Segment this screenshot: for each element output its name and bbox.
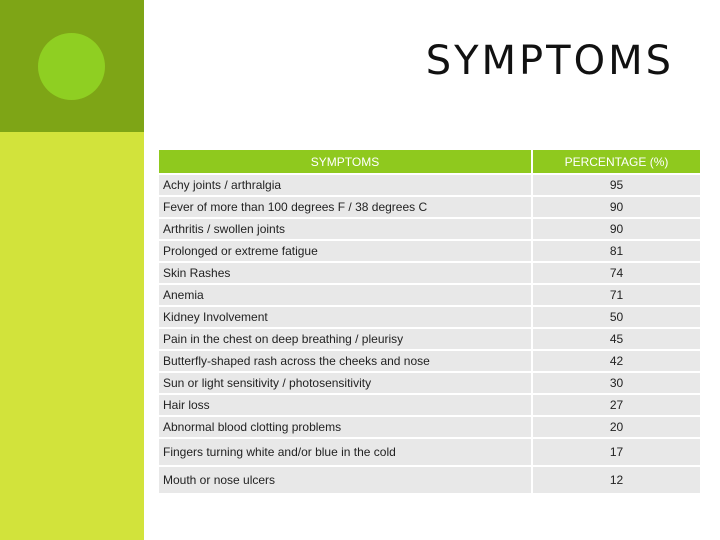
- symptom-cell: Mouth or nose ulcers: [159, 467, 531, 493]
- decorative-circle: [38, 33, 105, 100]
- percentage-cell: 90: [533, 197, 700, 217]
- symptom-cell: Abnormal blood clotting problems: [159, 417, 531, 437]
- table-row: [159, 219, 700, 239]
- table-header-row: [159, 150, 700, 173]
- percentage-cell: 50: [533, 307, 700, 327]
- percentage-cell: 71: [533, 285, 700, 305]
- symptom-cell: Butterfly-shaped rash across the cheeks and nose: [159, 351, 531, 371]
- table-row: [159, 197, 700, 217]
- percentage-cell: 90: [533, 219, 700, 239]
- table-row: [159, 417, 700, 437]
- symptom-cell: Achy joints / arthralgia: [159, 175, 531, 195]
- percentage-cell: 20: [533, 417, 700, 437]
- title-area: [144, 0, 720, 132]
- percentage-cell: 45: [533, 329, 700, 349]
- table-row: [159, 395, 700, 415]
- symptom-cell: Sun or light sensitivity / photosensitivity: [159, 373, 531, 393]
- header-symptoms: SYMPTOMS: [159, 150, 531, 173]
- table-row: [159, 285, 700, 305]
- symptoms-table: [157, 148, 702, 495]
- table-row: [159, 263, 700, 283]
- percentage-cell: 17: [533, 439, 700, 465]
- percentage-cell: 81: [533, 241, 700, 261]
- percentage-cell: 30: [533, 373, 700, 393]
- symptom-cell: Skin Rashes: [159, 263, 531, 283]
- table-row: [159, 439, 700, 465]
- symptom-cell: Hair loss: [159, 395, 531, 415]
- percentage-cell: 42: [533, 351, 700, 371]
- symptom-cell: Kidney Involvement: [159, 307, 531, 327]
- percentage-cell: 27: [533, 395, 700, 415]
- percentage-cell: 12: [533, 467, 700, 493]
- header-percentage: PERCENTAGE (%): [533, 150, 700, 173]
- table-row: [159, 329, 700, 349]
- table-row: [159, 373, 700, 393]
- symptom-cell: Anemia: [159, 285, 531, 305]
- symptom-cell: Fever of more than 100 degrees F / 38 degrees C: [159, 197, 531, 217]
- table-row: [159, 307, 700, 327]
- table-row: [159, 351, 700, 371]
- table-row: [159, 175, 700, 195]
- percentage-cell: 74: [533, 263, 700, 283]
- symptom-cell: Arthritis / swollen joints: [159, 219, 531, 239]
- symptom-cell: Pain in the chest on deep breathing / pleurisy: [159, 329, 531, 349]
- percentage-cell: 95: [533, 175, 700, 195]
- table-row: [159, 241, 700, 261]
- table-row: [159, 467, 700, 493]
- symptom-cell: Fingers turning white and/or blue in the cold: [159, 439, 531, 465]
- symptom-cell: Prolonged or extreme fatigue: [159, 241, 531, 261]
- slide-title: SYMPTOMS: [425, 38, 674, 84]
